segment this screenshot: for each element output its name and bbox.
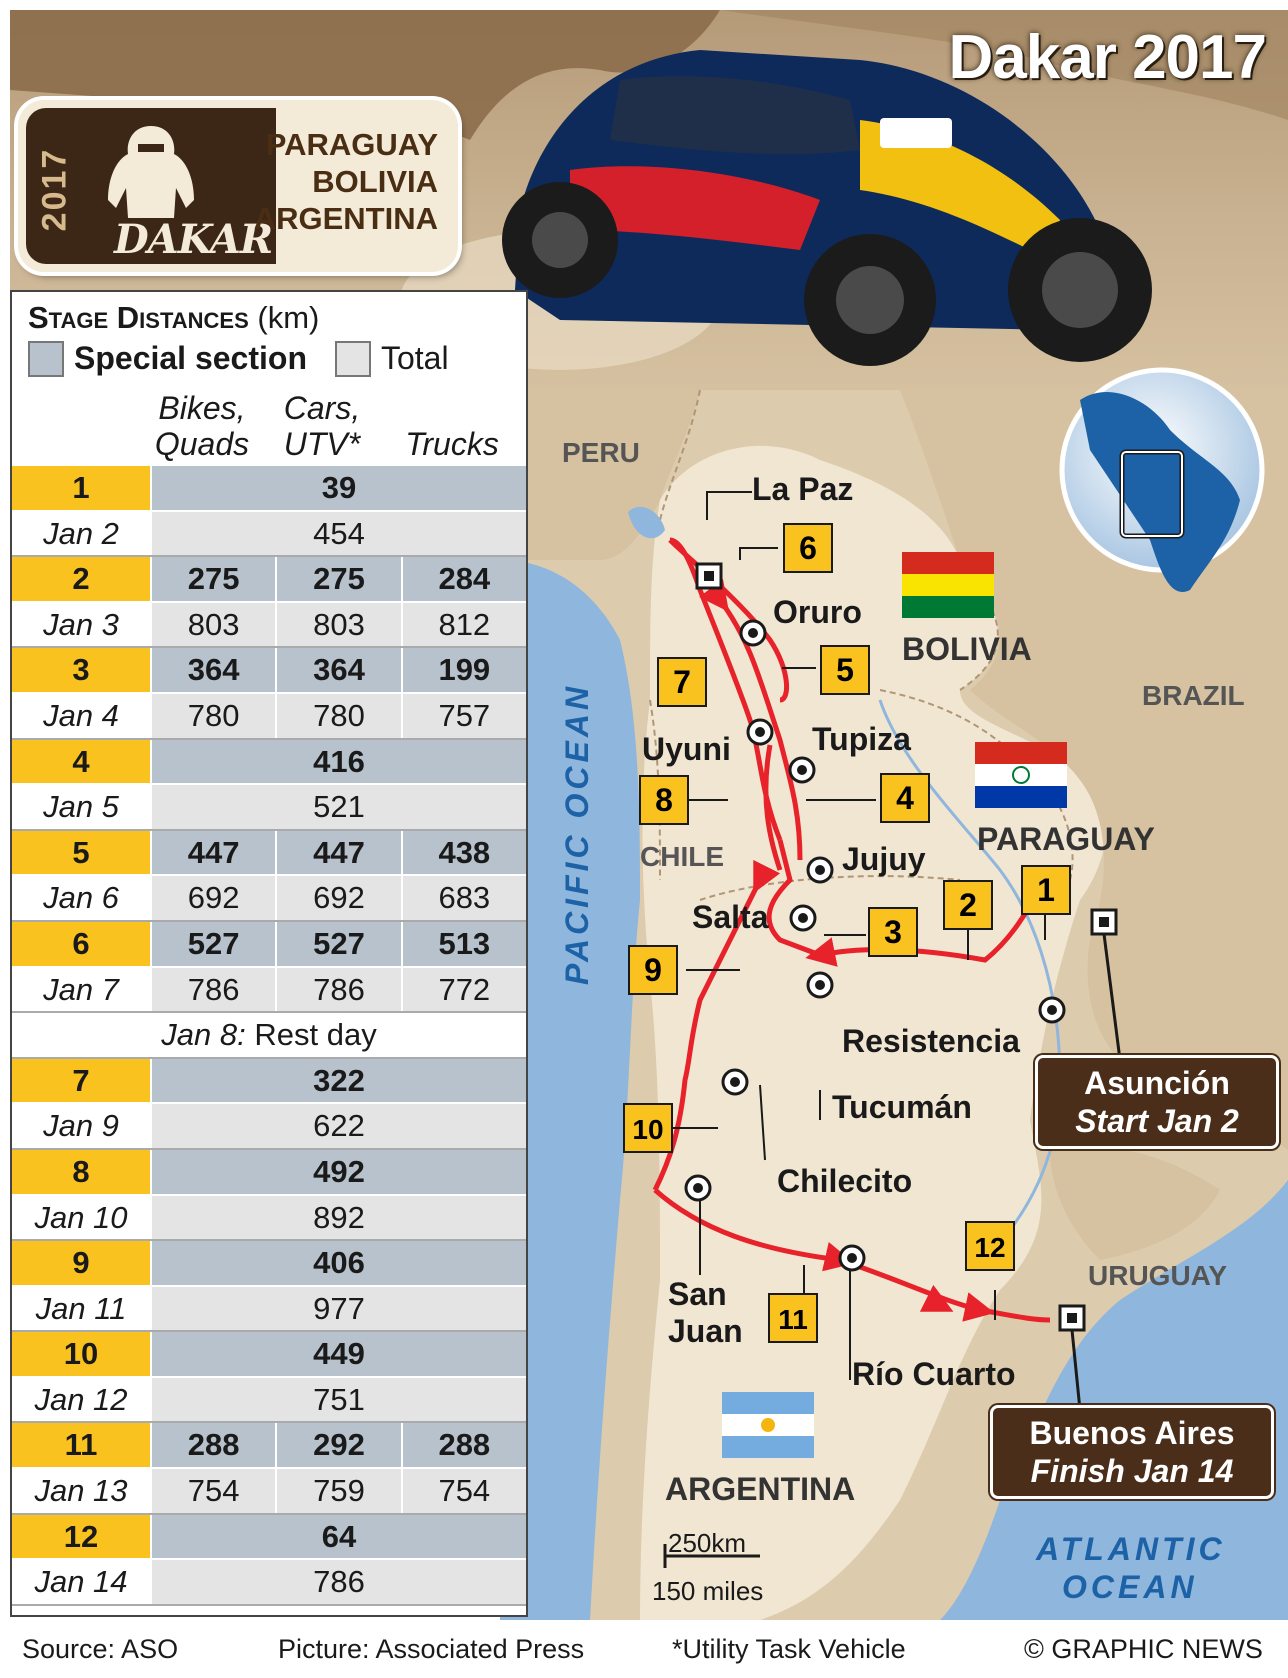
stage-marker-10: [624, 1104, 672, 1152]
stage-special-row: [12, 648, 526, 694]
stage-special-value: 406: [150, 1241, 526, 1285]
city-dot-tucuman: [808, 973, 832, 997]
label-resistencia: Resistencia: [842, 1023, 1020, 1059]
stage-marker-label: 4: [896, 780, 914, 816]
stage-date: Jan 7: [12, 968, 150, 1012]
rest-day-row: [12, 1013, 526, 1059]
stage-marker-label: 8: [655, 782, 673, 818]
stage-total-value: 622: [150, 1104, 526, 1148]
col-head-cars: [262, 390, 382, 462]
stage-special-value: 447: [150, 831, 275, 875]
stage-date: Jan 9: [12, 1104, 150, 1148]
stage-total-row: [12, 1196, 526, 1242]
label-tupiza: Tupiza: [812, 721, 911, 757]
table-unit: (km): [257, 300, 320, 335]
logo-countries: [254, 126, 438, 237]
stage-total-value: 751: [150, 1378, 526, 1422]
flag-argentina: [722, 1392, 814, 1458]
stage-marker-label: 3: [884, 914, 902, 950]
stage-special-row: [12, 831, 526, 877]
buenos-aires-city: Buenos Aires: [1029, 1415, 1235, 1451]
stage-special-value: 527: [150, 922, 275, 966]
stage-total-value: 786: [275, 968, 400, 1012]
table-rows: [12, 466, 526, 1606]
stage-special-row: [12, 1515, 526, 1561]
footer-source: Source: ASO: [22, 1634, 179, 1664]
stage-number: 12: [12, 1515, 150, 1559]
stage-special-value: 288: [150, 1423, 275, 1467]
col-head-trucks: Trucks: [405, 426, 499, 462]
label-chile: CHILE: [640, 841, 724, 872]
city-dot-salta: [791, 906, 815, 930]
label-la-paz: La Paz: [752, 471, 854, 507]
dakar-logo: [18, 100, 458, 272]
stage-special-row: [12, 1241, 526, 1287]
stage-marker-8: [640, 776, 688, 824]
stage-special-value: 275: [275, 557, 400, 601]
stage-total-row: [12, 694, 526, 740]
label-paraguay: PARAGUAY: [977, 821, 1155, 857]
stage-total-value: 683: [401, 876, 526, 920]
buenos-aires-note: Finish Jan 14: [1030, 1453, 1234, 1489]
stage-total-value: 757: [401, 694, 526, 738]
label-scale-km: 250km: [668, 1528, 747, 1558]
stage-special-value: 449: [150, 1332, 526, 1376]
stage-special-row: [12, 740, 526, 786]
stage-marker-2: [944, 881, 992, 929]
logo-wordmark: DAKAR: [114, 216, 273, 263]
city-dot-oruro: [741, 621, 765, 645]
stage-number: 2: [12, 557, 150, 601]
stage-total-value: 803: [150, 603, 275, 647]
flag-paraguay: [975, 742, 1067, 808]
stage-marker-label: 11: [778, 1304, 808, 1335]
stage-total-value: 692: [150, 876, 275, 920]
stage-total-row: [12, 603, 526, 649]
city-dot-rio-cuarto: [840, 1246, 864, 1270]
stage-total-value: 521: [150, 785, 526, 829]
stage-marker-9: [629, 946, 677, 994]
stage-number: 6: [12, 922, 150, 966]
asuncion-note: Start Jan 2: [1075, 1103, 1239, 1139]
label-brazil: BRAZIL: [1142, 680, 1245, 711]
stage-total-value: 786: [150, 1560, 526, 1604]
logo-country-paraguay: PARAGUAY: [265, 127, 438, 162]
label-ocean: OCEAN: [1062, 1569, 1198, 1605]
stage-special-row: [12, 557, 526, 603]
stage-total-row: [12, 512, 526, 558]
stage-special-value: 288: [401, 1423, 526, 1467]
stage-marker-1: [1022, 866, 1070, 914]
stage-distances-table: [10, 290, 528, 1617]
city-dot-san-juan: [686, 1176, 710, 1200]
stage-number: 11: [12, 1423, 150, 1467]
table-heading-text: Stage Distances: [28, 300, 249, 335]
stage-total-row: [12, 876, 526, 922]
page-title: Dakar 2017: [948, 23, 1266, 92]
label-atlantic: ATLANTIC: [1036, 1531, 1226, 1567]
label-jujuy: Jujuy: [842, 841, 926, 877]
stage-total-row: [12, 1469, 526, 1515]
stage-special-value: 199: [401, 648, 526, 692]
stage-total-row: [12, 1560, 526, 1606]
city-square-asuncion: [1092, 910, 1116, 934]
stage-marker-label: 10: [632, 1114, 664, 1145]
footer: [0, 1622, 1288, 1678]
footer-picture: Picture: Associated Press: [278, 1634, 585, 1664]
asuncion-callout: [1035, 1055, 1279, 1149]
city-dot-tupiza: [790, 758, 814, 782]
stage-total-row: [12, 968, 526, 1014]
label-uyuni: Uyuni: [642, 731, 731, 767]
col-head-bikes-1: Bikes,: [158, 390, 246, 426]
city-square-la-paz: [697, 564, 721, 588]
stage-total-row: [12, 1287, 526, 1333]
logo-year: 2017: [35, 147, 74, 232]
stage-marker-label: 1: [1037, 872, 1055, 908]
stage-date: Jan 6: [12, 876, 150, 920]
stage-date: Jan 4: [12, 694, 150, 738]
stage-marker-12: [966, 1222, 1014, 1270]
stage-special-value: 513: [401, 922, 526, 966]
stage-special-value: 364: [275, 648, 400, 692]
stage-total-value: 454: [150, 512, 526, 556]
label-oruro: Oruro: [773, 594, 862, 630]
stage-marker-3: [869, 908, 917, 956]
label-pacific-ocean: PACIFIC OCEAN: [559, 682, 595, 985]
stage-marker-label: 6: [799, 530, 817, 566]
stage-marker-6: [784, 524, 832, 572]
stage-total-value: 692: [275, 876, 400, 920]
city-square-buenos-aires: [1060, 1306, 1084, 1330]
col-head-cars-1: Cars,: [283, 390, 361, 426]
stage-date: Jan 5: [12, 785, 150, 829]
col-head-bikes-2: Quads: [154, 426, 250, 462]
footer-note: *Utility Task Vehicle: [672, 1634, 906, 1664]
stage-total-value: 754: [150, 1469, 275, 1513]
label-tucuman: Tucumán: [832, 1089, 972, 1125]
stage-total-value: 780: [275, 694, 400, 738]
stage-marker-4: [881, 774, 929, 822]
stage-total-value: 772: [401, 968, 526, 1012]
stage-total-value: 812: [401, 603, 526, 647]
footer-credit: © GRAPHIC NEWS: [1024, 1634, 1263, 1664]
city-dot-jujuy: [808, 858, 832, 882]
logo-country-argentina: ARGENTINA: [253, 201, 438, 236]
stage-special-value: 416: [150, 740, 526, 784]
label-uruguay: URUGUAY: [1088, 1260, 1227, 1291]
stage-marker-label: 9: [644, 952, 662, 988]
stage-marker-11: [769, 1294, 817, 1342]
city-dot-resistencia: [1040, 998, 1064, 1022]
stage-date: Jan 2: [12, 512, 150, 556]
city-dot-chilecito: [723, 1070, 747, 1094]
stage-total-row: [12, 1378, 526, 1424]
stage-marker-label: 12: [974, 1232, 1006, 1263]
stage-special-row: [12, 1423, 526, 1469]
stage-total-value: 803: [275, 603, 400, 647]
stage-special-row: [12, 1150, 526, 1196]
label-juan: Juan: [668, 1313, 743, 1349]
stage-special-row: [12, 466, 526, 512]
stage-special-value: 284: [401, 557, 526, 601]
stage-special-row: [12, 1059, 526, 1105]
rest-day-label: Rest day: [254, 1017, 377, 1053]
legend-swatch-special: [28, 341, 64, 377]
stage-marker-label: 7: [673, 664, 691, 700]
col-head-bikes: [142, 390, 262, 462]
stage-marker-label: 2: [959, 887, 977, 923]
stage-date: Jan 14: [12, 1560, 150, 1604]
stage-total-value: 786: [150, 968, 275, 1012]
stage-total-row: [12, 785, 526, 831]
stage-number: 5: [12, 831, 150, 875]
stage-special-value: 438: [401, 831, 526, 875]
stage-special-row: [12, 1332, 526, 1378]
legend-swatch-total: [335, 341, 371, 377]
stage-marker-5: [821, 646, 869, 694]
stage-total-value: 780: [150, 694, 275, 738]
label-san: San: [668, 1276, 727, 1312]
legend-special-label: Special section: [74, 340, 307, 376]
logo-country-bolivia: BOLIVIA: [312, 164, 438, 199]
asuncion-city: Asunción: [1084, 1065, 1230, 1101]
stage-marker-label: 5: [836, 652, 854, 688]
stage-date: Jan 12: [12, 1378, 150, 1422]
logo-dark-panel: [26, 108, 276, 264]
stage-special-value: 527: [275, 922, 400, 966]
stage-special-value: 364: [150, 648, 275, 692]
legend-total-label: Total: [380, 340, 449, 376]
label-salta: Salta: [692, 899, 769, 935]
stage-number: 1: [12, 466, 150, 510]
stage-special-row: [12, 922, 526, 968]
stage-total-row: [12, 1104, 526, 1150]
table-heading: [28, 300, 319, 336]
label-rio-cuarto: Río Cuarto: [852, 1356, 1016, 1392]
stage-total-value: 754: [401, 1469, 526, 1513]
city-dot-uyuni: [748, 720, 772, 744]
stage-special-value: 64: [150, 1515, 526, 1559]
buenos-aires-callout: [990, 1405, 1274, 1499]
stage-date: Jan 10: [12, 1196, 150, 1240]
stage-special-value: 492: [150, 1150, 526, 1194]
stage-special-value: 292: [275, 1423, 400, 1467]
stage-total-value: 759: [275, 1469, 400, 1513]
stage-number: 4: [12, 740, 150, 784]
stage-date: Jan 13: [12, 1469, 150, 1513]
stage-number: 7: [12, 1059, 150, 1103]
stage-special-value: 322: [150, 1059, 526, 1103]
stage-number: 8: [12, 1150, 150, 1194]
stage-number: 10: [12, 1332, 150, 1376]
label-chilecito: Chilecito: [777, 1163, 913, 1199]
rest-day-date: Jan 8:: [161, 1017, 246, 1053]
label-bolivia: BOLIVIA: [902, 631, 1032, 667]
stage-date: Jan 11: [12, 1287, 150, 1331]
stage-special-value: 275: [150, 557, 275, 601]
flag-bolivia: [902, 552, 994, 618]
label-peru: PERU: [562, 437, 640, 468]
col-head-cars-2: UTV*: [283, 426, 361, 462]
table-legend: [28, 340, 449, 377]
label-argentina: ARGENTINA: [665, 1471, 856, 1507]
stage-marker-7: [658, 658, 706, 706]
stage-number: 9: [12, 1241, 150, 1285]
stage-date: Jan 3: [12, 603, 150, 647]
stage-total-value: 892: [150, 1196, 526, 1240]
stage-number: 3: [12, 648, 150, 692]
stage-special-value: 39: [150, 466, 526, 510]
stage-special-value: 447: [275, 831, 400, 875]
stage-total-value: 977: [150, 1287, 526, 1331]
label-scale-miles: 150 miles: [652, 1576, 764, 1606]
